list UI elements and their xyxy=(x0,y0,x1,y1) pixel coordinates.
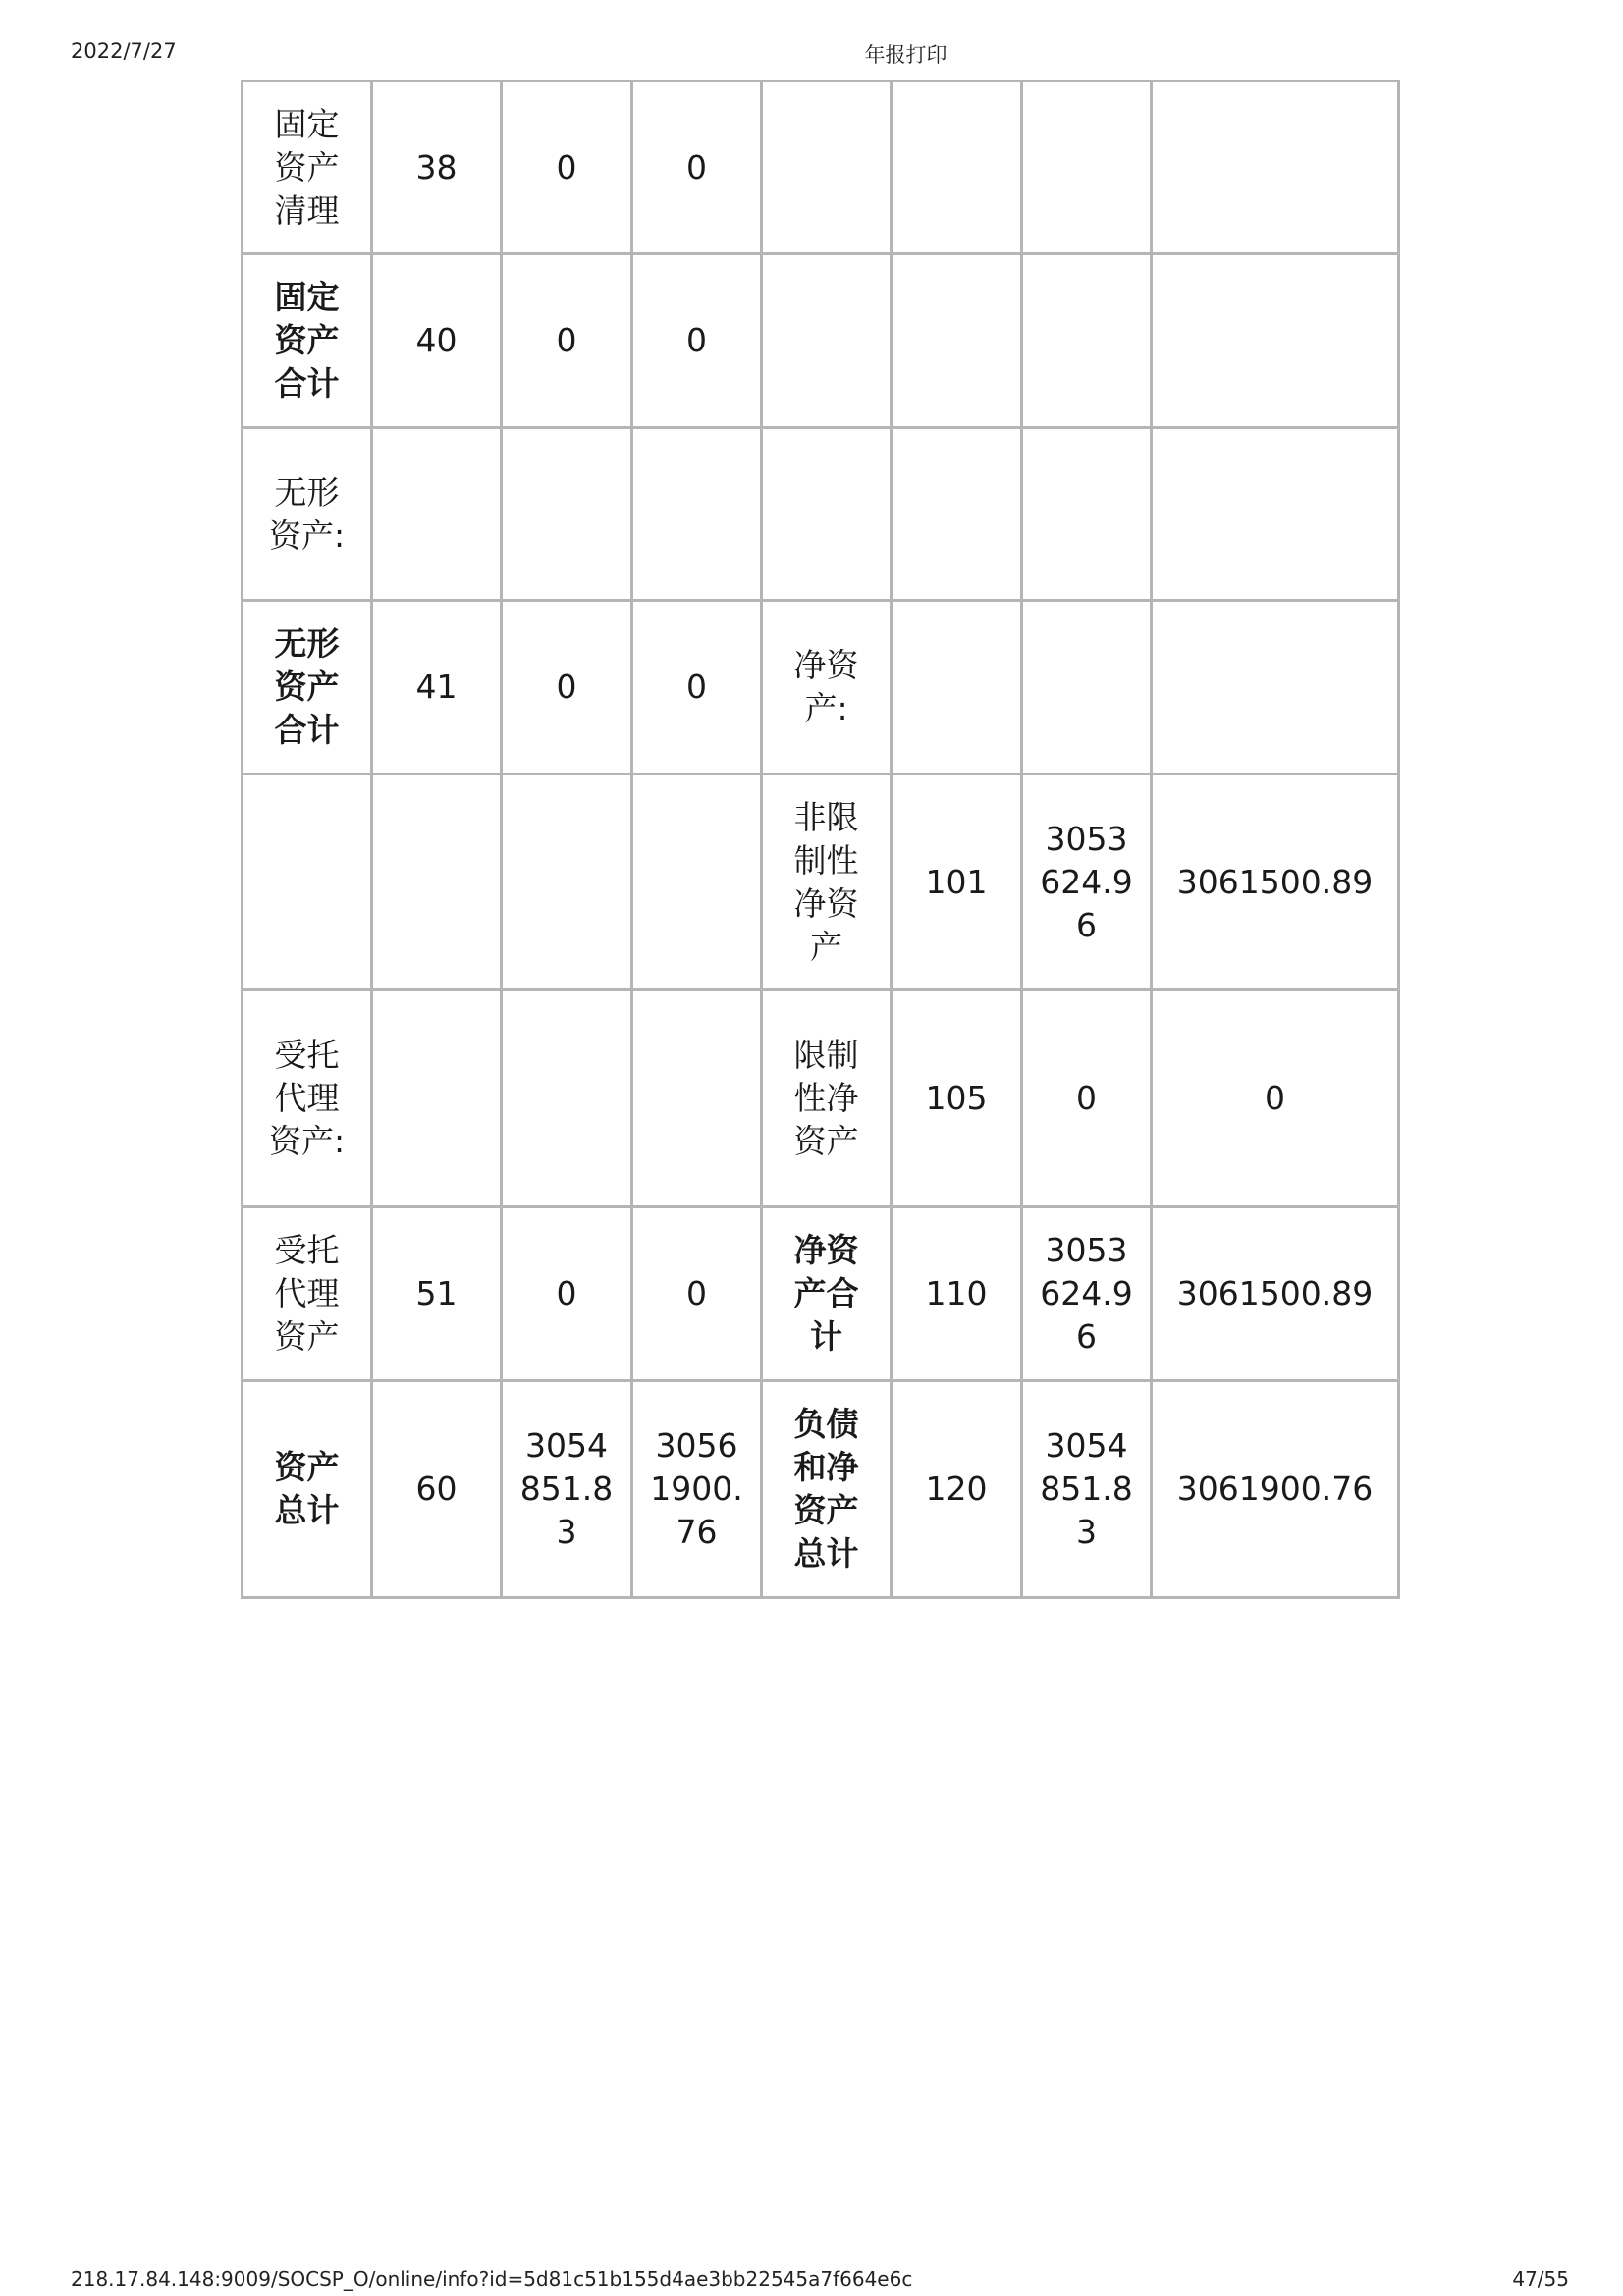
table-row xyxy=(243,1207,1399,1381)
table-row xyxy=(243,1381,1399,1598)
table-cell: 38 xyxy=(372,81,502,254)
table-cell: 无形资产合计 xyxy=(243,601,372,774)
table-cell: 受托代理资产: xyxy=(243,990,372,1207)
table-cell: 净资产: xyxy=(762,601,892,774)
table-cell xyxy=(502,990,632,1207)
table-cell: 0 xyxy=(502,81,632,254)
table-cell xyxy=(892,601,1022,774)
table-cell: 固定资产清理 xyxy=(243,81,372,254)
table-cell: 3054851.83 xyxy=(502,1381,632,1598)
table-cell: 101 xyxy=(892,774,1022,990)
table-cell xyxy=(632,990,762,1207)
table-cell: 资产总计 xyxy=(243,1381,372,1598)
table-cell xyxy=(1022,428,1152,601)
table-cell: 负债和净资产总计 xyxy=(762,1381,892,1598)
page-url: 218.17.84.148:9009/SOCSP_O/online/info?id=5d81c51b155d4ae3bb22545a7f664e6c xyxy=(71,2268,913,2291)
table-cell: 0 xyxy=(502,254,632,428)
table-cell xyxy=(892,81,1022,254)
table-cell xyxy=(892,254,1022,428)
table-cell xyxy=(372,990,502,1207)
table-cell xyxy=(892,428,1022,601)
table-cell: 3061500.89 xyxy=(1152,1207,1399,1381)
table-cell xyxy=(1022,254,1152,428)
table-cell: 3053624.96 xyxy=(1022,774,1152,990)
table-cell xyxy=(1152,81,1399,254)
table-row xyxy=(243,774,1399,990)
table-cell: 120 xyxy=(892,1381,1022,1598)
table-cell: 0 xyxy=(1152,990,1399,1207)
table-cell: 0 xyxy=(632,1207,762,1381)
table-cell xyxy=(1152,428,1399,601)
table-cell xyxy=(1152,254,1399,428)
table-cell xyxy=(762,254,892,428)
table-cell: 40 xyxy=(372,254,502,428)
table-cell: 0 xyxy=(502,1207,632,1381)
table-row xyxy=(243,428,1399,601)
table-cell: 0 xyxy=(632,81,762,254)
table-cell: 41 xyxy=(372,601,502,774)
table-cell: 3061500.89 xyxy=(1152,774,1399,990)
table-row xyxy=(243,601,1399,774)
table-cell: 无形资产: xyxy=(243,428,372,601)
table-cell xyxy=(1152,601,1399,774)
table-cell: 105 xyxy=(892,990,1022,1207)
page-title: 年报打印 xyxy=(864,43,947,67)
table-cell xyxy=(502,774,632,990)
table-cell: 净资产合计 xyxy=(762,1207,892,1381)
table-row xyxy=(243,254,1399,428)
table-cell: 限制性净资产 xyxy=(762,990,892,1207)
table-cell xyxy=(632,774,762,990)
table-cell: 3054851.83 xyxy=(1022,1381,1152,1598)
table-cell: 非限制性净资产 xyxy=(762,774,892,990)
table-cell: 0 xyxy=(502,601,632,774)
table-cell: 3053624.96 xyxy=(1022,1207,1152,1381)
table-cell: 固定资产合计 xyxy=(243,254,372,428)
table-cell: 60 xyxy=(372,1381,502,1598)
table-cell: 3061900.76 xyxy=(1152,1381,1399,1598)
table-cell: 受托代理资产 xyxy=(243,1207,372,1381)
table-cell: 30561900.76 xyxy=(632,1381,762,1598)
table-cell: 0 xyxy=(632,254,762,428)
print-date: 2022/7/27 xyxy=(71,39,177,63)
table-cell xyxy=(1022,601,1152,774)
table-row xyxy=(243,81,1399,254)
table-cell: 110 xyxy=(892,1207,1022,1381)
table-cell xyxy=(502,428,632,601)
table-cell xyxy=(243,774,372,990)
table-cell xyxy=(632,428,762,601)
table-cell: 0 xyxy=(632,601,762,774)
table-cell xyxy=(1022,81,1152,254)
table-cell: 0 xyxy=(1022,990,1152,1207)
table-row xyxy=(243,990,1399,1207)
balance-sheet-table xyxy=(241,80,1400,1599)
table-cell: 51 xyxy=(372,1207,502,1381)
table-cell xyxy=(372,428,502,601)
page-number: 47/55 xyxy=(1512,2268,1569,2291)
table-cell xyxy=(762,81,892,254)
table-cell xyxy=(762,428,892,601)
table-cell xyxy=(372,774,502,990)
